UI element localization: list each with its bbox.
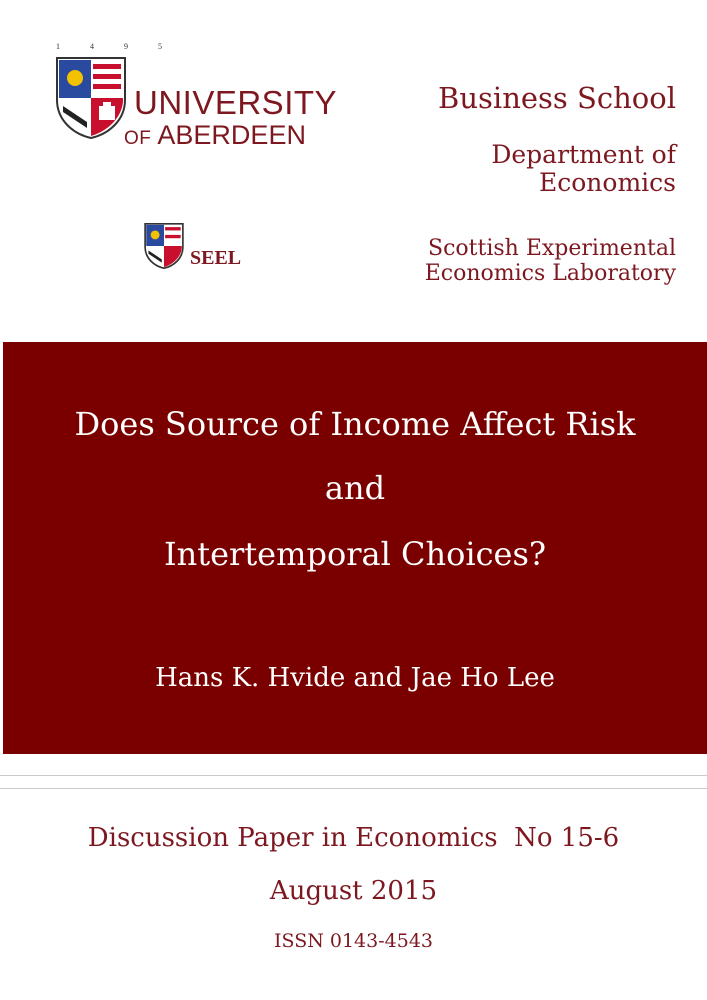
seel-crest-icon [144, 220, 184, 272]
divider-bottom [0, 788, 707, 789]
paper-authors: Hans K. Hvide and Jae Ho Lee [155, 663, 555, 693]
paper-date: August 2015 [269, 876, 438, 906]
department-name [491, 141, 676, 197]
seel-label: SEEL [190, 247, 242, 269]
lab-name [425, 237, 676, 286]
department-line2: Economics [539, 168, 676, 197]
university-wordmark-line1: UNIVERSITY [134, 84, 338, 121]
university-wordmark-line2 [124, 122, 306, 149]
paper-issn: ISSN 0143-4543 [274, 930, 433, 952]
university-crest-icon [55, 56, 127, 140]
divider-top [0, 775, 707, 776]
paper-title-line1: Does Source of Income Affect Risk [74, 405, 636, 443]
paper-series: Discussion Paper in Economics No 15-6 [87, 823, 620, 853]
paper-title-line2: and [324, 469, 386, 507]
university-of: OF [124, 128, 152, 149]
founding-year: 1 4 9 5 [56, 42, 176, 51]
university-name: ABERDEEN [157, 120, 306, 150]
lab-line1: Scottish Experimental [428, 236, 676, 261]
department-line1: Department of [491, 140, 676, 169]
title-banner [3, 342, 707, 754]
paper-title-line3: Intertemporal Choices? [163, 535, 547, 573]
school-name: Business School [438, 81, 676, 115]
lab-line2: Economics Laboratory [424, 260, 676, 286]
